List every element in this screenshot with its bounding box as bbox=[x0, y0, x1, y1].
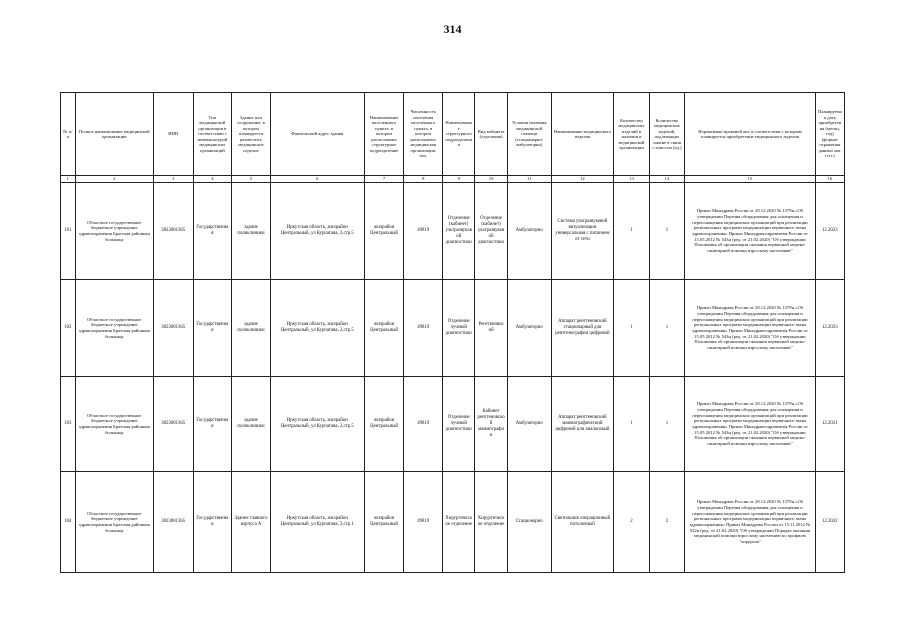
column-number: 10 bbox=[475, 176, 507, 183]
locality-cell: жилрайон Центральный bbox=[364, 377, 404, 472]
org-name-cell: Областное государственное бюджетное учреждение здравоохранения Братская районная больница bbox=[75, 377, 153, 472]
cabinet-cell: Хирургическое отделение bbox=[475, 472, 507, 573]
qty-have-cell: 2 bbox=[614, 472, 649, 573]
header-cell: Количество медицинских изделий, подлежащих замене в связи с износом (ед.) bbox=[649, 93, 684, 176]
building-cell: здание поликлиники bbox=[232, 183, 271, 280]
qty-replace-cell: 1 bbox=[649, 280, 684, 377]
column-number: 9 bbox=[443, 176, 475, 183]
planned-date-cell: 12.2023 bbox=[815, 183, 844, 280]
qty-replace-cell: 2 bbox=[649, 472, 684, 573]
column-number: 8 bbox=[404, 176, 443, 183]
cabinet-cell: Отделение (кабинет) ультразвуковой диагностики bbox=[475, 183, 507, 280]
table-row bbox=[61, 472, 845, 573]
header-cell: Наименование структурного подразделения bbox=[443, 93, 475, 176]
header-cell: ИНН bbox=[153, 93, 193, 176]
locality-cell: жилрайон Центральный bbox=[364, 472, 404, 573]
unit-cell: Отделение (кабинет) ультразвуковой диагностики bbox=[443, 183, 475, 280]
column-number: 5 bbox=[232, 176, 271, 183]
planned-date-cell: 12.2021 bbox=[815, 377, 844, 472]
row-number: 101 bbox=[61, 183, 76, 280]
org-name-cell: Областное государственное бюджетное учреждение здравоохранения Братская районная больница bbox=[75, 472, 153, 573]
column-number: 1 bbox=[61, 176, 76, 183]
org-name-cell: Областное государственное бюджетное учреждение здравоохранения Братская районная больница bbox=[75, 280, 153, 377]
column-number-row bbox=[61, 176, 845, 183]
equipment-table bbox=[60, 92, 845, 573]
cabinet-cell: Рентгеновский bbox=[475, 280, 507, 377]
org-type-cell: Государственная bbox=[193, 377, 232, 472]
page-number: 314 bbox=[443, 22, 462, 36]
column-number: 14 bbox=[649, 176, 684, 183]
column-number: 4 bbox=[193, 176, 232, 183]
header-cell: Количество медицинских изделий в наличии в медицинской организации bbox=[614, 93, 649, 176]
population-cell: 49819 bbox=[404, 280, 443, 377]
header-cell: № п/п bbox=[61, 93, 76, 176]
inn-cell: 3823001365 bbox=[153, 377, 193, 472]
row-number: 102 bbox=[61, 280, 76, 377]
column-number: 3 bbox=[153, 176, 193, 183]
conditions-cell: Амбулаторно bbox=[507, 377, 551, 472]
table-row bbox=[61, 377, 845, 472]
column-number: 12 bbox=[551, 176, 614, 183]
conditions-cell: Амбулаторно bbox=[507, 280, 551, 377]
table-row bbox=[61, 183, 845, 280]
table-row bbox=[61, 280, 845, 377]
column-number: 7 bbox=[364, 176, 404, 183]
header-cell: Полное наименование медицинской организации bbox=[75, 93, 153, 176]
device-cell: Аппарат рентгеновский стационарный для рентгенографии цифровой bbox=[551, 280, 614, 377]
legal-act-cell: Приказ Минздрава России от 28.12.2020 № 1379н «Об утверждении Перечня оборудования для оснащения и переоснащения медицинских организаций при реализации региональных программ модернизации первичного звена здравоохранения» Приказ Минздрава России от 15.11.2012 № 922н (ред. от 21.02.2020) "Об утверждении Порядка оказания медицинской помощи взрослому населению по профилю "хирургия" bbox=[685, 472, 815, 573]
unit-cell: Отделение лучевой диагностики bbox=[443, 377, 475, 472]
org-type-cell: Государственная bbox=[193, 472, 232, 573]
planned-date-cell: 12.2023 bbox=[815, 280, 844, 377]
inn-cell: 3823001365 bbox=[153, 183, 193, 280]
locality-cell: жилрайон Центральный bbox=[364, 183, 404, 280]
header-cell: Численность населения населенного пункта, в котором расположено медицинская организация, чел. bbox=[404, 93, 443, 176]
org-name-cell: Областное государственное бюджетное учреждение здравоохранения Братская районная больница bbox=[75, 183, 153, 280]
building-cell: здание поликлиники bbox=[232, 280, 271, 377]
qty-replace-cell: 1 bbox=[649, 377, 684, 472]
header-cell: Вид кабинета (отделения) bbox=[475, 93, 507, 176]
header-cell: Фактический адрес здания bbox=[270, 93, 364, 176]
conditions-cell: Амбулаторно bbox=[507, 183, 551, 280]
column-number: 6 bbox=[270, 176, 364, 183]
unit-cell: Отделение лучевой диагностики bbox=[443, 280, 475, 377]
header-cell: Тип медицинской организации в соответствии с номенклатурой медицинских организаций bbox=[193, 93, 232, 176]
population-cell: 49819 bbox=[404, 472, 443, 573]
header-cell: Наименование медицинского изделия bbox=[551, 93, 614, 176]
planned-date-cell: 12.2022 bbox=[815, 472, 844, 573]
qty-replace-cell: 1 bbox=[649, 183, 684, 280]
org-type-cell: Государственная bbox=[193, 280, 232, 377]
column-number: 13 bbox=[614, 176, 649, 183]
address-cell: Иркутская область, жилрайон Центральный, ул Курчатова, 2,стр.1 bbox=[270, 472, 364, 573]
building-cell: Здание главного корпуса А bbox=[232, 472, 271, 573]
legal-act-cell: Приказ Минздрава России от 28.12.2020 № 1379н «Об утверждении Перечня оборудования для оснащения и переоснащения медицинских организаций при реализации региональных программ модернизации первичного звена здравоохранения» Приказ Минздравсоцразвития России от 15.05.2012 № 543н (ред. от 21.02.2020) "Об утверждении Положения об организации оказания первичной медико-санитарной помощи взрослому населению" bbox=[685, 183, 815, 280]
address-cell: Иркутская область, жилрайон Центральный, ул Курчатова, 2,стр.5 bbox=[270, 377, 364, 472]
population-cell: 49819 bbox=[404, 377, 443, 472]
address-cell: Иркутская область, жилрайон Центральный, ул Курчатова, 2,стр.5 bbox=[270, 280, 364, 377]
column-number: 16 bbox=[815, 176, 844, 183]
population-cell: 49819 bbox=[404, 183, 443, 280]
header-cell: Условия оказания медицинской помощи (стационарно/амбулаторно) bbox=[507, 93, 551, 176]
row-number: 103 bbox=[61, 377, 76, 472]
address-cell: Иркутская область, жилрайон Центральный, ул Курчатова, 2,стр.5 bbox=[270, 183, 364, 280]
legal-act-cell: Приказ Минздрава России от 28.12.2020 № 1379н «Об утверждении Перечня оборудования для оснащения и переоснащения медицинских организаций при реализации региональных программ модернизации первичного звена здравоохранения» Приказ Минздравсоцразвития России от 15.05.2012 № 543н (ред. от 21.02.2020) "Об утверждении Положения об организации оказания первичной медико-санитарной помощи взрослому населению" bbox=[685, 280, 815, 377]
org-type-cell: Государственная bbox=[193, 183, 232, 280]
header-row bbox=[61, 93, 845, 176]
inn-cell: 3823001365 bbox=[153, 472, 193, 573]
building-cell: здание поликлиники bbox=[232, 377, 271, 472]
unit-cell: Хирургическое отделение bbox=[443, 472, 475, 573]
inn-cell: 3823001365 bbox=[153, 280, 193, 377]
device-cell: Аппарат рентгеновский маммографический цифровой или аналоговый bbox=[551, 377, 614, 472]
column-number: 2 bbox=[75, 176, 153, 183]
conditions-cell: Стационарно bbox=[507, 472, 551, 573]
row-number: 104 bbox=[61, 472, 76, 573]
qty-have-cell: 1 bbox=[614, 183, 649, 280]
legal-act-cell: Приказ Минздрава России от 28.12.2020 № 1379н «Об утверждении Перечня оборудования для оснащения и переоснащения медицинских организаций при реализации региональных программ модернизации первичного звена здравоохранения» Приказ Минздравсоцразвития России от 15.05.2012 № 543н (ред. от 21.02.2020) "Об утверждении Положения об организации оказания первичной медико-санитарной помощи взрослому населению" bbox=[685, 377, 815, 472]
device-cell: Система ультразвуковой визуализации универсальная с питанием от сети bbox=[551, 183, 614, 280]
header-cell: Планируемая дата приобретения (месяц, год) (формат отражения данных мм. гггг.) bbox=[815, 93, 844, 176]
device-cell: Светильник операционный потолочный bbox=[551, 472, 614, 573]
header-cell: Здание или сооружение, в котором планируется разместить медицинское изделие bbox=[232, 93, 271, 176]
qty-have-cell: 1 bbox=[614, 377, 649, 472]
qty-have-cell: 1 bbox=[614, 280, 649, 377]
header-cell: Нормативно-правовой акт, в соответствии с которым планируется приобретение медицинского изделия bbox=[685, 93, 815, 176]
header-cell: Наименование населенного пункта, в котором расположено структурное подразделение bbox=[364, 93, 404, 176]
column-number: 11 bbox=[507, 176, 551, 183]
locality-cell: жилрайон Центральный bbox=[364, 280, 404, 377]
cabinet-cell: Кабинет рентгеновской маммографии bbox=[475, 377, 507, 472]
column-number: 15 bbox=[685, 176, 815, 183]
